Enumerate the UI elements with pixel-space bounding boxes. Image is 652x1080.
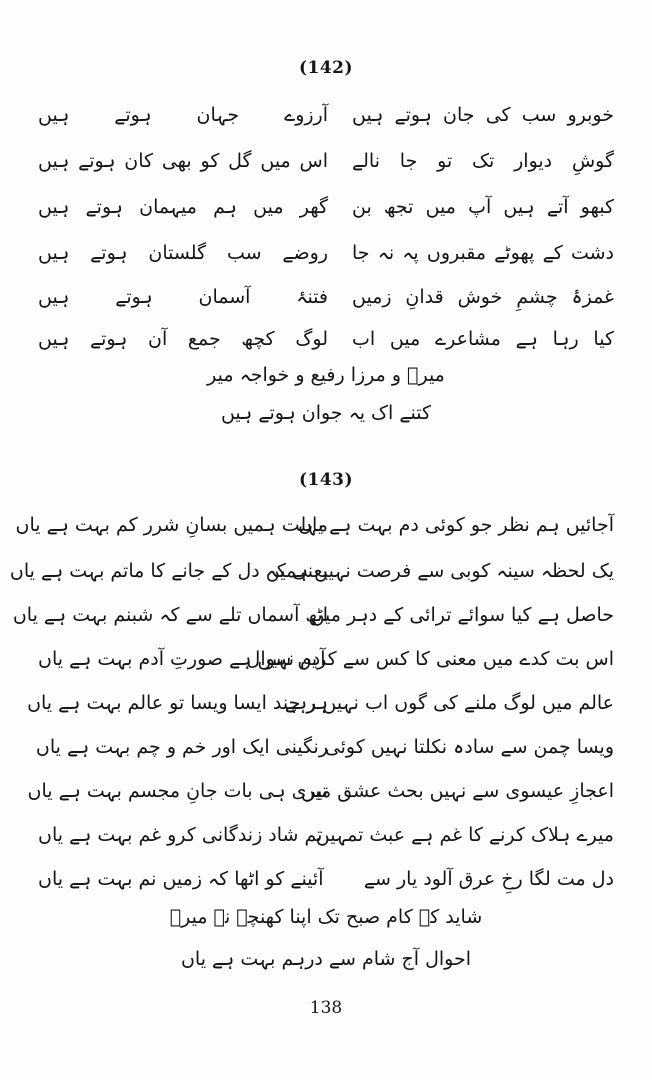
couplet: [38, 640, 614, 678]
poem-number: (142): [298, 58, 354, 78]
couplet-first-line: دشت کے پھوٹے مقبروں پہ نہ جا: [352, 242, 614, 264]
couplet-first-line: خوبرو سب کی جان ہوتے ہیں: [352, 104, 614, 126]
couplet: [38, 816, 614, 854]
couplet: [38, 860, 614, 898]
couplet-second-line: رنگینی ایک اور خم و چم بہت ہے یاں: [35, 736, 328, 758]
couplet-first-line: غمزۂ چشمِ خوش قدانِ زمیں: [352, 286, 614, 308]
couplet-second-line: تیری ہی بات جانِ مجسم بہت ہے یاں: [27, 780, 328, 802]
couplet-first-line: حاصل ہے کیا سوائے ترائی کے دہر میں: [310, 604, 614, 626]
couplet: [38, 278, 614, 316]
couplet-second-line: مہلت ہمیں بسانِ شرر کم بہت ہے یاں: [15, 514, 328, 536]
couplet-second-line: ہر چند ایسا ویسا تو عالم بہت ہے یاں: [27, 692, 328, 714]
couplet: [27, 772, 614, 810]
couplet-first-line: کبھو آتے ہیں آپ میں تجھ بن: [352, 196, 614, 218]
couplet-first-line: اعجازِ عیسوی سے نہیں بحث عشق میں: [300, 780, 614, 802]
couplet-second-line: تم شاد زندگانی کرو غم بہت ہے یاں: [38, 824, 323, 846]
couplet-second-line: آدم نہیں ہے صورتِ آدم بہت ہے یاں: [38, 648, 326, 670]
couplet-second-line: اس میں گل کو بھی کان ہوتے ہیں: [38, 150, 328, 172]
couplet-second-line: یعنی کہ دل کے جانے کا ماتم بہت ہے یاں: [9, 560, 328, 582]
couplet-second-line: روضے سب گلستان ہوتے ہیں: [38, 242, 328, 264]
couplet: [27, 684, 614, 722]
couplet: [9, 552, 614, 590]
closing-line: احوال آج شام سے درہم بہت ہے یاں: [180, 948, 472, 970]
couplet: [12, 596, 614, 634]
closing-line: کتنے اک یہ جوان ہوتے ہیں: [220, 402, 432, 424]
couplet-first-line: اس بت کدے میں معنی کا کس سے کریں سوال: [246, 648, 614, 670]
couplet-first-line: دل مت لگا رخِ عرق آلود یار سے: [363, 868, 614, 890]
page-number: 138: [309, 998, 343, 1018]
couplet-first-line: گوشِ دیوار تک تو جا نالے: [352, 150, 614, 172]
closing-line: میرؔ و مرزا رفیع و خواجہ میر: [207, 364, 445, 386]
couplet-second-line: فتنۂ آسمان ہوتے ہیں: [38, 286, 328, 308]
closing-line: شاید کہ کام صبح تک اپنا کھنچے نہ میرؔ: [169, 906, 483, 928]
couplet-first-line: آجائیں ہم نظر جو کوئی دم بہت ہے یاں: [298, 514, 614, 536]
couplet: [38, 320, 614, 358]
couplet: [35, 728, 614, 766]
couplet-first-line: میرے ہلاک کرنے کا غم ہے عبث تمہیں: [315, 824, 614, 846]
couplet: [38, 142, 614, 180]
couplet-first-line: ویسا چمن سے سادہ نکلتا نہیں کوئی: [324, 736, 614, 758]
couplet: [38, 234, 614, 272]
couplet-second-line: گھر میں ہم میہمان ہوتے ہیں: [38, 196, 328, 218]
poem-number: (143): [298, 470, 354, 490]
couplet-first-line: یک لحظہ سینہ کوبی سے فرصت نہیں ہمیں: [265, 560, 614, 582]
couplet-first-line: عالم میں لوگ ملنے کی گوں اب نہیں رہے: [284, 692, 614, 714]
couplet-second-line: آئینے کو اٹھا کہ زمیں نم بہت ہے یاں: [38, 868, 324, 890]
couplet-second-line: آرزوے جہان ہوتے ہیں: [38, 104, 328, 126]
couplet-second-line: اٹھ آسماں تلے سے کہ شبنم بہت ہے یاں: [12, 604, 328, 626]
couplet-first-line: کیا رہا ہے مشاعرے میں اب: [352, 328, 614, 350]
couplet-second-line: لوگ کچھ جمع آن ہوتے ہیں: [38, 328, 328, 350]
couplet: [38, 96, 614, 134]
couplet: [38, 188, 614, 226]
couplet: [15, 506, 614, 544]
